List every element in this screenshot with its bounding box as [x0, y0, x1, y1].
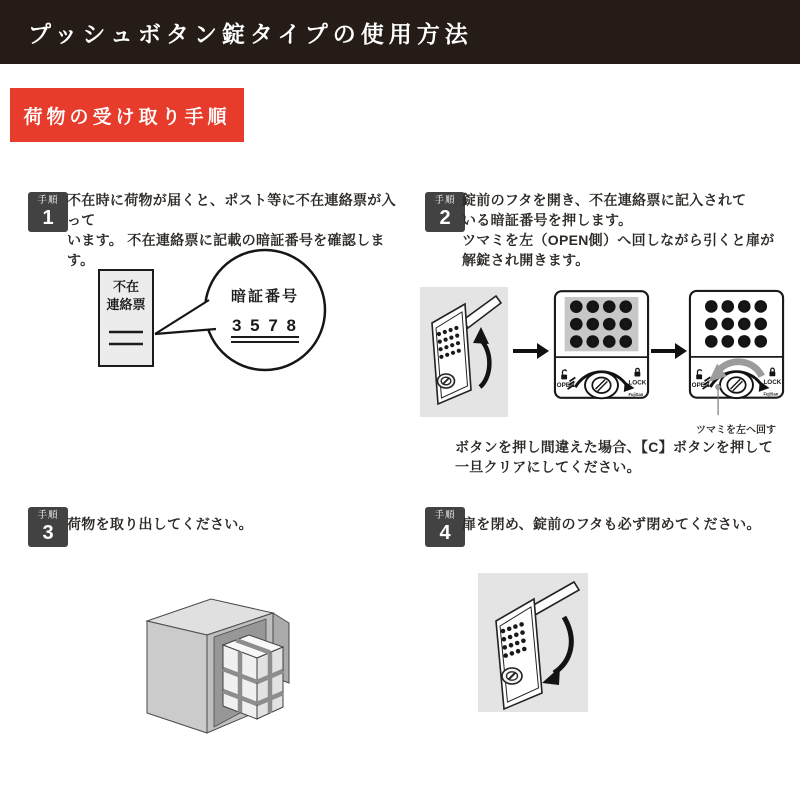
step4-badge — [425, 507, 465, 547]
code-bubble — [205, 250, 325, 370]
header-bar — [0, 0, 800, 64]
step3-text-line1: 荷物を取り出してください。 — [67, 516, 253, 532]
sequence-arrow-2 — [650, 341, 688, 361]
knob-pointer-dot — [716, 384, 721, 389]
step4-illustration — [478, 573, 588, 712]
key-label: 1 — [725, 302, 731, 312]
key-label: 4 — [590, 320, 596, 330]
brand-mark: FujiSan — [763, 391, 779, 397]
key-label: 7 — [725, 337, 731, 347]
open-label: OPEN — [691, 381, 710, 389]
bubble-code: 3 5 7 8 — [232, 316, 298, 335]
arrow-head — [537, 343, 549, 359]
key-label: # — [708, 337, 714, 347]
key-label: C — [708, 302, 715, 312]
absence-card-line2: 連絡票 — [106, 297, 146, 312]
step1-badge-number: 1 — [42, 206, 54, 229]
knob-caption: ツマミを左へ回す — [696, 425, 776, 436]
section-banner-title: 荷物の受け取り手順 — [23, 106, 231, 128]
key-label: 6 — [623, 320, 629, 330]
step2-text — [462, 190, 792, 270]
key-label: # — [573, 337, 579, 347]
key-label: 8 — [606, 337, 612, 347]
key-label: 2 — [741, 302, 747, 312]
key-label: 6 — [758, 319, 764, 329]
step4-text-line1: 扉を閉め、錠前のフタも必ず閉めてください。 — [462, 516, 761, 532]
key-label: 9 — [623, 337, 629, 347]
step2-note-line2: 一旦クリアにしてください。 — [455, 459, 641, 475]
key-label: 4 — [725, 319, 731, 329]
step2-text-line2: いる暗証番号を押します。 — [462, 212, 633, 228]
step1-badge-label: 手順 — [37, 195, 59, 207]
absence-card-line1: 不在 — [112, 279, 140, 294]
step3-badge-label: 手順 — [37, 510, 59, 522]
step3-illustration — [135, 587, 295, 737]
step1-badge — [28, 192, 68, 232]
step4-text — [462, 514, 792, 534]
step2-text-line3: ツマミを左（OPEN側）へ回しながら引くと扉が — [462, 232, 775, 248]
step3-badge — [28, 507, 68, 547]
lock-label: LOCK — [628, 379, 647, 387]
step1-text-line2: います。 不在連絡票に記載の暗証番号を確認します。 — [67, 232, 385, 268]
key-label: 5 — [606, 320, 612, 330]
key-label: 3 — [623, 302, 629, 312]
key-label: 9 — [758, 337, 764, 347]
key-label: 0 — [708, 319, 714, 329]
brand-mark: FujiSan — [628, 391, 644, 397]
step2-panel-keypad — [553, 289, 650, 400]
step2-text-line4: 解錠され開きます。 — [462, 252, 590, 268]
bubble-title: 暗証番号 — [230, 288, 300, 305]
key-label: C — [573, 302, 580, 312]
step2-badge-label: 手順 — [434, 195, 456, 207]
key-label: 5 — [741, 319, 747, 329]
step2-text-line1: 錠前のフタを開き、不在連絡票に記入されて — [462, 192, 747, 208]
step2-badge — [425, 192, 465, 232]
key-label: 8 — [741, 337, 747, 347]
page-title: プッシュボタン錠タイプの使用方法 — [28, 20, 473, 47]
key-label: 3 — [758, 302, 764, 312]
key-label: 1 — [590, 302, 596, 312]
step4-badge-number: 4 — [439, 521, 451, 544]
key-label: 0 — [573, 320, 579, 330]
step2-panel-turn-knob — [688, 289, 785, 419]
section-banner — [10, 88, 244, 142]
step2-note — [455, 437, 795, 477]
key-label: 7 — [590, 337, 596, 347]
step3-text — [67, 514, 397, 534]
open-label: OPEN — [556, 382, 575, 390]
key-label: 2 — [606, 302, 612, 312]
sequence-arrow-1 — [512, 341, 550, 361]
step4-badge-label: 手順 — [434, 510, 456, 522]
lock-label: LOCK — [763, 379, 782, 387]
arrow-head — [675, 343, 687, 359]
step3-badge-number: 3 — [42, 521, 54, 544]
step1-text-line1: 不在時に荷物が届くと、ポスト等に不在連絡票が入って — [67, 192, 396, 228]
step2-badge-number: 2 — [439, 206, 451, 229]
locker-side-face — [147, 621, 207, 733]
step1-illustration — [85, 243, 335, 418]
step2-panel-open-flap — [420, 287, 508, 417]
step2-note-line1: ボタンを押し間違えた場合、【C】ボタンを押して — [455, 439, 774, 455]
